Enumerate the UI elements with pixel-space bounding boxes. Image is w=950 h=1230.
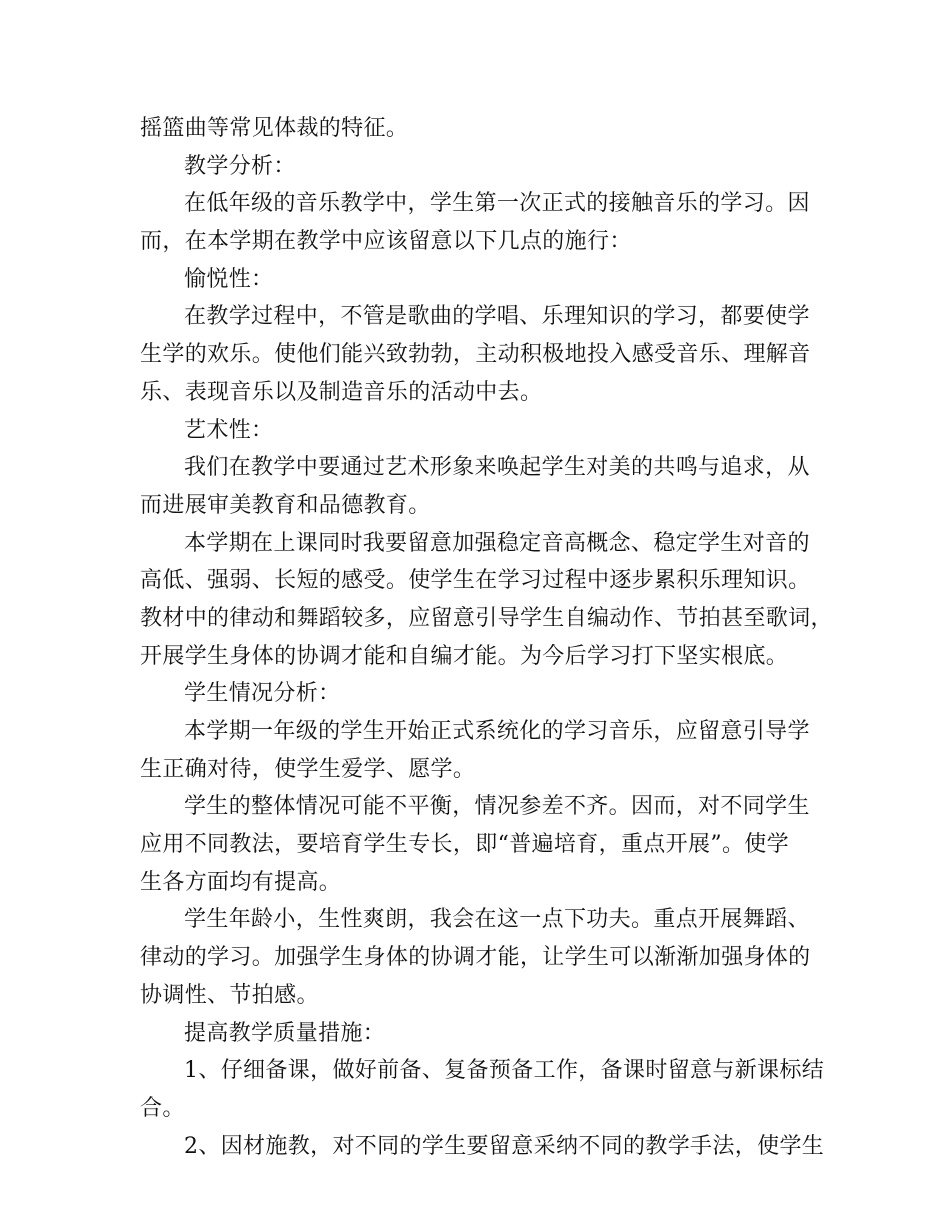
text-line: 我们在教学中要通过艺术形象来唤起学生对美的共鸣与追求，从 — [184, 455, 810, 481]
text-line: 学生年龄小，生性爽朗，我会在这一点下功夫。重点开展舞蹈、 — [184, 907, 810, 933]
text-line: 生学的欢乐。使他们能兴致勃勃，主动积极地投入感受音乐、理解音 — [140, 342, 811, 368]
heading-student-analysis: 学生情况分析： — [184, 681, 341, 707]
text-line: 教材中的律动和舞蹈较多，应留意引导学生自编动作、节拍甚至歌词， — [140, 605, 833, 631]
text-line: 而进展审美教育和品德教育。 — [140, 492, 431, 518]
heading-pleasure: 愉悦性： — [184, 266, 274, 292]
text-line: 学生的整体情况可能不平衡，情况参差不齐。因而，对不同学生 — [184, 794, 810, 820]
list-item: 2、因材施教，对不同的学生要留意采纳不同的教学手法，使学生 — [184, 1133, 825, 1159]
text-line: 在低年级的音乐教学中，学生第一次正式的接触音乐的学习。因 — [184, 191, 810, 217]
text-line: 本学期一年级的学生开始正式系统化的学习音乐，应留意引导学 — [184, 719, 810, 744]
text-line: 生各方面均有提高。 — [140, 869, 342, 895]
heading-quality-measures: 提高教学质量措施： — [184, 1020, 386, 1046]
list-item: 1、仔细备课，做好前备、复备预备工作，备课时留意与新课标结 — [184, 1058, 825, 1084]
text-line: 合。 — [140, 1095, 185, 1121]
text-line: 而，在本学期在教学中应该留意以下几点的施行： — [140, 229, 632, 255]
heading-teaching-analysis: 教学分析： — [184, 153, 296, 179]
text-line: 高低、强弱、长短的感受。使学生在学习过程中逐步累积乐理知识。 — [140, 568, 811, 594]
heading-artistry: 艺术性： — [184, 417, 274, 443]
text-line: 生正确对待，使学生爱学、愿学。 — [140, 756, 476, 782]
text-line: 本学期在上课同时我要留意加强稳定音高概念、稳定学生对音的 — [184, 530, 810, 556]
text-line: 协调性、节拍感。 — [140, 982, 319, 1008]
text-line: 应用不同教法，要培育学生专长，即“普遍培育，重点开展”。使学 — [140, 832, 789, 858]
text-line: 开展学生身体的协调才能和自编才能。为今后学习打下坚实根底。 — [140, 643, 789, 669]
text-line: 律动的学习。加强学生身体的协调才能，让学生可以渐渐加强身体的 — [140, 945, 811, 971]
text-line: 摇篮曲等常见体裁的特征。 — [140, 116, 409, 141]
text-line: 乐、表现音乐以及制造音乐的活动中去。 — [140, 379, 543, 405]
body-text — [140, 110, 833, 1165]
text-line: 在教学过程中，不管是歌曲的学唱、乐理知识的学习，都要使学 — [184, 304, 810, 330]
